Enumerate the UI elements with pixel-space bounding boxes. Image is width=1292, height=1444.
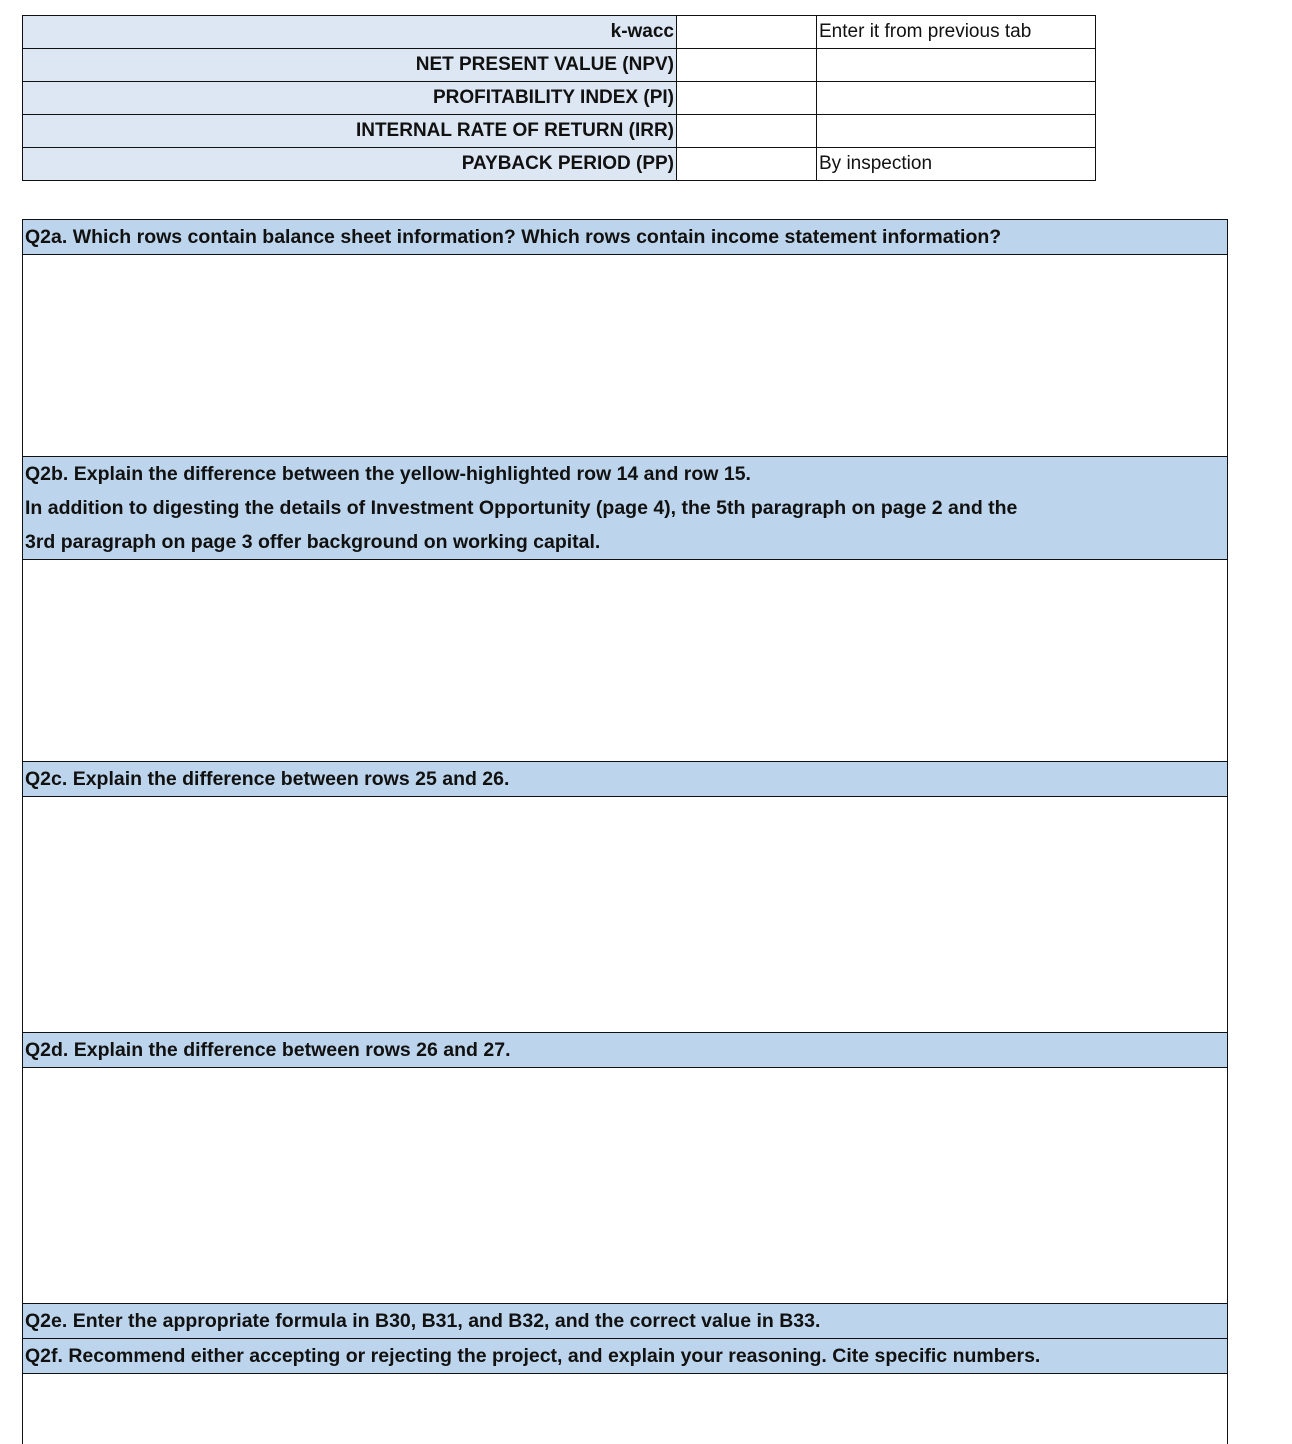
answer-cell-q2a[interactable] [23,255,1227,458]
question-header-q2d [23,1032,1227,1068]
metric-note[interactable] [817,49,1096,82]
question-header-q2e [23,1303,1227,1339]
question-text: Q2a. Which rows contain balance sheet information? Which rows contain income statement information? [25,226,1002,248]
question-text: 3rd paragraph on page 3 offer background on working capital. [25,531,601,553]
answer-cell-q2d[interactable] [23,1068,1227,1305]
metric-value-cell[interactable] [677,82,817,115]
question-block-q2a [22,219,1228,458]
metric-row-npv [23,49,1096,82]
question-block-q2b [22,456,1228,763]
answer-cell-q2b[interactable] [23,560,1227,763]
metric-value-cell[interactable] [677,16,817,49]
metric-note[interactable] [817,115,1096,148]
metric-note[interactable]: By inspection [817,148,1096,181]
metric-row-pp [23,148,1096,181]
answer-cell-q2c[interactable] [23,797,1227,1034]
question-text: In addition to digesting the details of Investment Opportunity (page 4), the 5th paragraph on page 2 and the [25,497,1018,519]
answer-cell-q2f[interactable] [23,1374,1227,1444]
metric-note[interactable] [817,82,1096,115]
metric-row-pi [23,82,1096,115]
question-header-q2c [23,761,1227,797]
question-header-q2b [23,456,1227,560]
question-text: Q2f. Recommend either accepting or rejecting the project, and explain your reasoning. Cite specific numbers. [25,1345,1041,1367]
metric-label: NET PRESENT VALUE (NPV) [23,49,677,82]
metric-value-cell[interactable] [677,148,817,181]
metric-row-irr [23,115,1096,148]
metric-note[interactable]: Enter it from previous tab [817,16,1096,49]
question-text: Q2d. Explain the difference between rows 26 and 27. [25,1039,511,1061]
question-text: Q2e. Enter the appropriate formula in B30, B31, and B32, and the correct value in B33. [25,1310,821,1332]
metric-value-cell[interactable] [677,49,817,82]
metrics-table [22,15,1096,181]
metric-row-kwacc [23,16,1096,49]
question-block-q2e-q2f [22,1303,1228,1444]
metric-label: PAYBACK PERIOD (PP) [23,148,677,181]
metric-label: k-wacc [23,16,677,49]
question-header-q2f [23,1339,1227,1374]
question-text: Q2c. Explain the difference between rows 25 and 26. [25,768,510,790]
question-block-q2d [22,1032,1228,1305]
metric-value-cell[interactable] [677,115,817,148]
question-text: Q2b. Explain the difference between the yellow-highlighted row 14 and row 15. [25,463,751,485]
question-block-q2c [22,761,1228,1034]
question-header-q2a [23,219,1227,255]
metric-label: INTERNAL RATE OF RETURN (IRR) [23,115,677,148]
metric-label: PROFITABILITY INDEX (PI) [23,82,677,115]
